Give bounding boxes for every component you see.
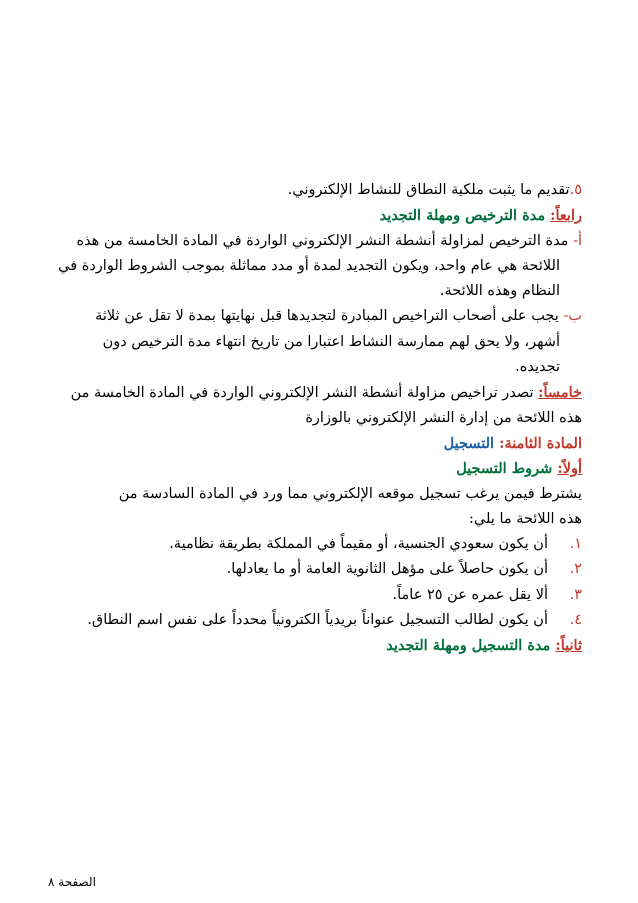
heading-title: مدة الترخيص ومهلة التجديد <box>379 207 546 225</box>
page-number: الصفحة ٨ <box>48 875 96 889</box>
paragraph-a-line-1 <box>48 229 582 254</box>
page-footer <box>0 875 638 889</box>
paragraph-a-line-3: النظام وهذه اللائحة. <box>439 283 560 300</box>
paragraph-a-line-2: اللائحة هي عام واحد، ويكون التجديد لمدة أو مدد مماثلة بموجب الشروط الواردة في <box>58 257 560 274</box>
list-item <box>48 583 582 608</box>
article-title: التسجيل <box>443 434 495 452</box>
paragraph-b-line-1 <box>48 304 582 329</box>
item-text: أن يكون سعودي الجنسية، أو مقيماً في المملكة بطريقة نظامية. <box>169 536 548 553</box>
item-text: أن يكون حاصلاً على مؤهل الثانوية العامة أو ما يعادلها. <box>226 561 548 578</box>
paragraph-text: تصدر تراخيص مزاولة أنشطة النشر الإلكتروني الواردة في المادة الخامسة من <box>70 385 534 402</box>
heading-title: شروط التسجيل <box>456 460 553 478</box>
section-fifth-line-1 <box>48 380 582 405</box>
paragraph-text: مدة الترخيص لمزاولة أنشطة النشر الإلكتروني الواردة في المادة الخامسة من هذه <box>76 232 569 249</box>
list-item <box>48 532 582 557</box>
paragraph-marker: أ- <box>573 232 582 249</box>
item-text: أن يكون لطالب التسجيل عنواناً بريدياً الكترونياً محدداً على نفس اسم النطاق. <box>87 612 548 629</box>
heading-label: خامساً: <box>538 384 582 402</box>
item-number: ٤. <box>569 612 582 629</box>
item-number: ٥. <box>569 182 582 198</box>
item-number: ٣. <box>569 586 582 603</box>
article-eight-heading <box>48 431 582 456</box>
item-text: تقديم ما يثبت ملكية النطاق للنشاط الإلكتروني. <box>287 182 570 198</box>
paragraph-marker: ب- <box>563 308 582 325</box>
paragraph-text: يجب على أصحاب التراخيص المبادرة لتجديدها قبل نهايتها بمدة لا تقل عن ثلاثة <box>95 308 559 325</box>
article-label: المادة الثامنة: <box>499 434 582 452</box>
list-item-5 <box>48 178 582 203</box>
section-heading-fourth <box>48 203 582 228</box>
document-body <box>48 178 582 659</box>
heading-title: مدة التسجيل ومهلة التجديد <box>386 637 551 655</box>
heading-label: أولاً: <box>557 460 582 478</box>
heading-label: ثانياً: <box>555 637 582 655</box>
item-number: ١. <box>569 536 582 553</box>
section-heading-first <box>48 456 582 481</box>
list-item <box>48 557 582 582</box>
item-number: ٢. <box>569 561 582 578</box>
paragraph-b-line-3: تجديده. <box>515 359 560 376</box>
item-text: ألا يقل عمره عن ٢٥ عاماً. <box>392 586 548 603</box>
paragraph-b-line-2: أشهر، ولا يحق لهم ممارسة النشاط اعتبارا من تاريخ انتهاء مدة الترخيص دون <box>102 333 560 350</box>
list-item <box>48 608 582 633</box>
section-fifth-line-2: هذه اللائحة من إدارة النشر الإلكتروني بالوزارة <box>305 409 582 426</box>
section-heading-second <box>48 633 582 658</box>
heading-label: رابعاً: <box>550 207 582 225</box>
paragraph-line-1: يشترط فيمن يرغب تسجيل موقعه الإلكتروني مما ورد في المادة السادسة من <box>118 485 582 502</box>
paragraph-line-2: هذه اللائحة ما يلي: <box>469 510 582 527</box>
